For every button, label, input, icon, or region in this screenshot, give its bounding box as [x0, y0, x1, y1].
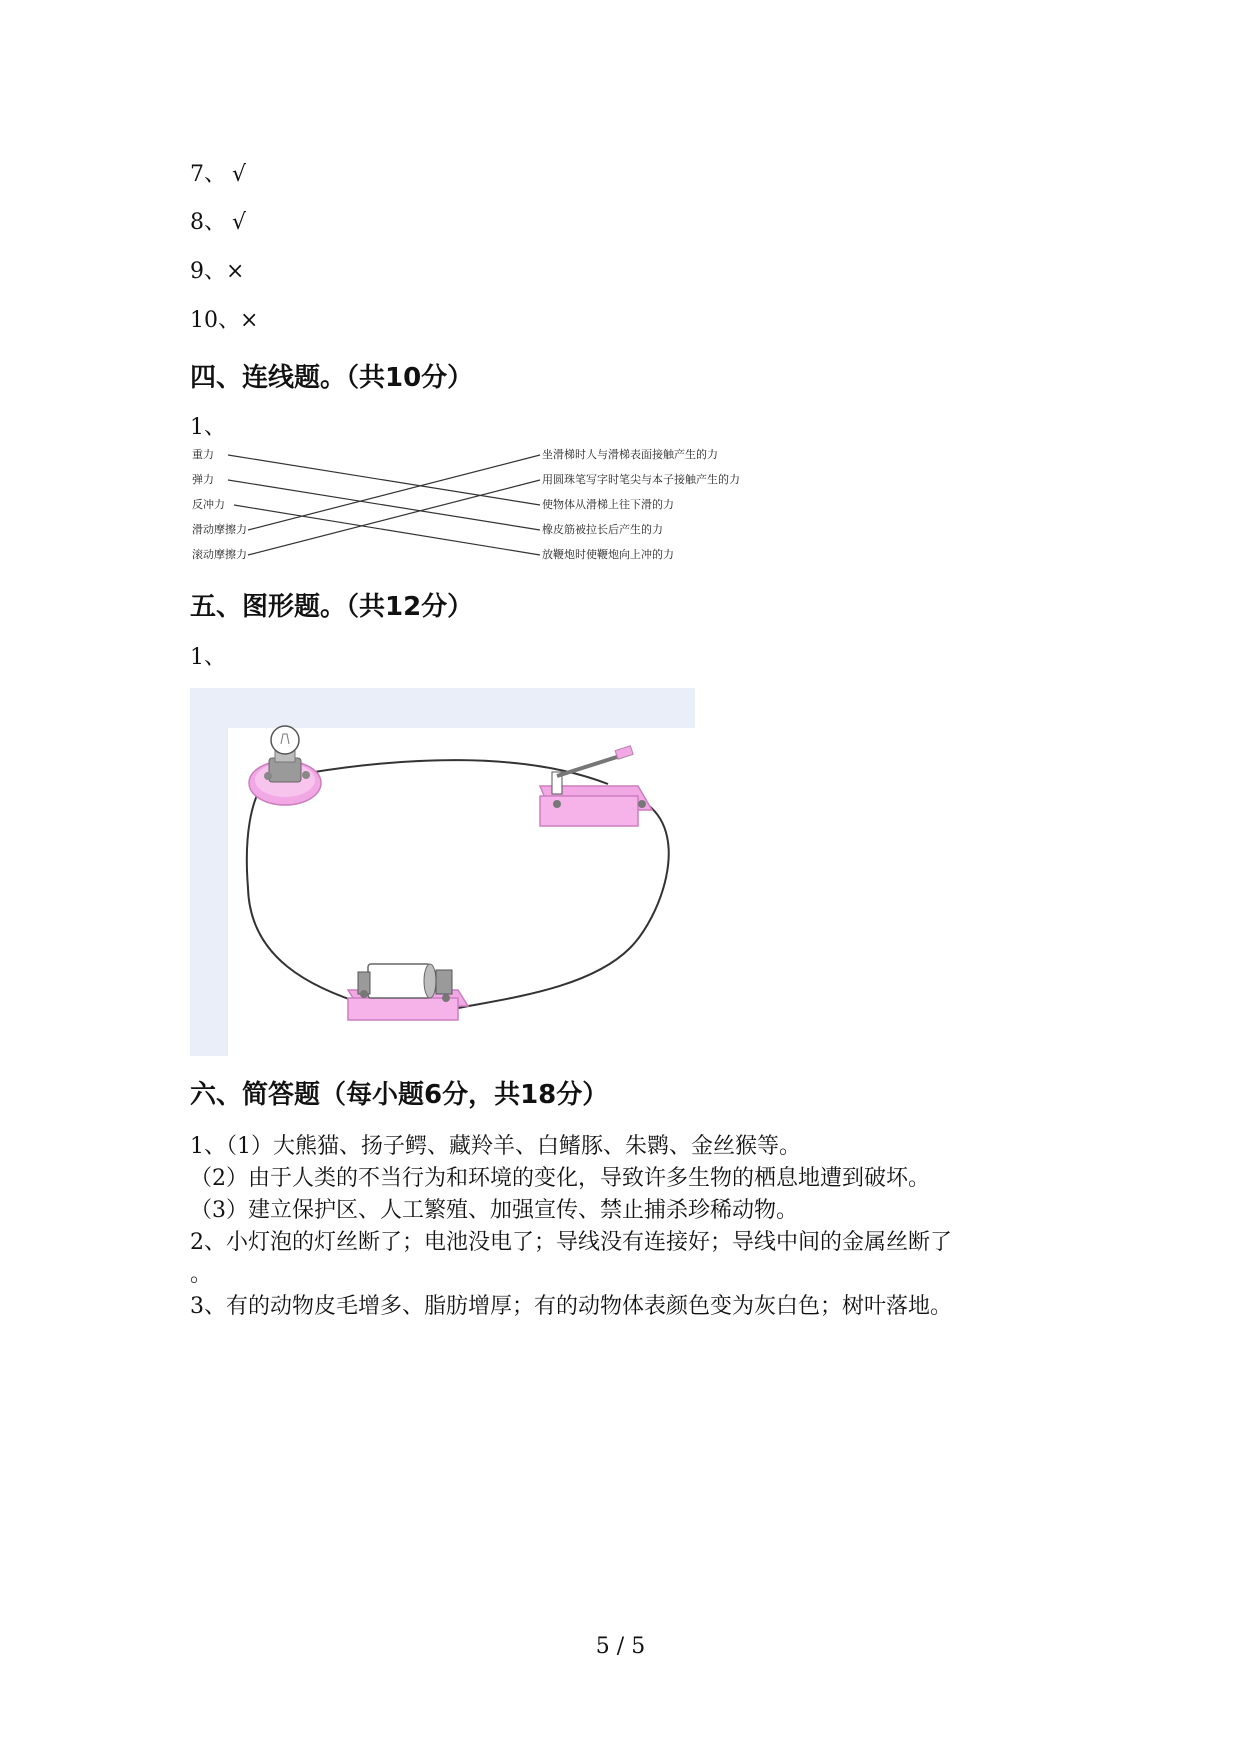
match-line [248, 455, 540, 530]
answer-number: 10、 [190, 308, 240, 333]
left-item: 滚动摩擦力 [192, 548, 247, 561]
cross-mark: × [226, 259, 245, 284]
battery-holder-icon [348, 964, 468, 1020]
answer-number: 8、 [190, 210, 226, 235]
match-line [228, 455, 540, 505]
left-item: 弹力 [192, 473, 214, 486]
section6-heading: 六、简答题（每小题6分，共18分） [190, 1080, 609, 1110]
check-mark: √ [232, 162, 247, 187]
answer-8 [190, 208, 246, 238]
section4-q1-label: 1、 [190, 415, 226, 440]
answer-7 [190, 160, 246, 190]
left-item: 反冲力 [192, 498, 225, 511]
section4-heading: 四、连线题。（共10分） [190, 363, 474, 393]
section5-q1-label: 1、 [190, 645, 226, 670]
right-item: 使物体从滑梯上往下滑的力 [542, 498, 674, 511]
right-item: 放鞭炮时使鞭炮向上冲的力 [542, 548, 674, 561]
answer-line: 1、（1）大熊猫、扬子鳄、藏羚羊、白鳍豚、朱鹮、金丝猴等。 [190, 1134, 801, 1159]
answer-9 [190, 257, 244, 287]
match-line [248, 480, 540, 555]
answer-line: 3、有的动物皮毛增多、脂肪增厚；有的动物体表颜色变为灰白色；树叶落地。 [190, 1294, 952, 1319]
answer-line: （2）由于人类的不当行为和环境的变化，导致许多生物的栖息地遭到破坏。 [190, 1166, 930, 1191]
answer-10 [190, 306, 258, 336]
right-item: 用圆珠笔写字时笔尖与本子接触产生的力 [542, 473, 740, 486]
answer-line: （3）建立保护区、人工繁殖、加强宣传、禁止捕杀珍稀动物。 [190, 1198, 798, 1223]
matching-diagram [190, 448, 740, 573]
answer-number: 7、 [190, 162, 226, 187]
matching-lines [190, 448, 710, 573]
cross-mark: × [240, 308, 259, 333]
check-mark: √ [232, 210, 247, 235]
left-item: 重力 [192, 448, 214, 461]
section5-heading: 五、图形题。（共12分） [190, 592, 474, 622]
match-line [234, 505, 540, 555]
page-number: 5 / 5 [595, 1634, 646, 1659]
answer-number: 9、 [190, 259, 226, 284]
answer-line: 。 [190, 1262, 213, 1287]
right-item: 坐滑梯时人与滑梯表面接触产生的力 [542, 448, 718, 461]
left-item: 滑动摩擦力 [192, 523, 247, 536]
answer-line: 2、小灯泡的灯丝断了；电池没电了；导线没有连接好；导线中间的金属丝断了 [190, 1230, 952, 1255]
circuit-drawing [190, 688, 695, 1056]
right-item: 橡皮筋被拉长后产生的力 [542, 523, 663, 536]
circuit-diagram [190, 688, 695, 1056]
